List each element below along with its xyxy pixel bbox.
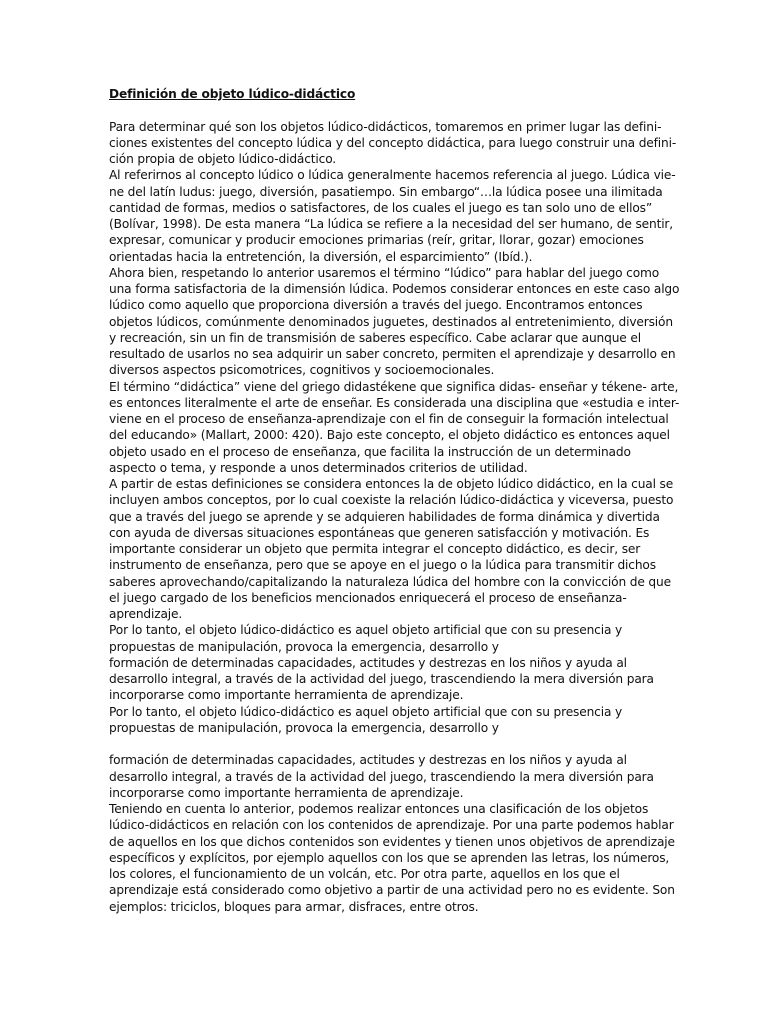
text-line: específicos y explícitos, por ejemplo aquellos con los que se aprenden las letras, los números, <box>109 850 670 865</box>
text-line: aprendizaje. <box>109 607 183 621</box>
text-line: con ayuda de diversas situaciones espontáneas que generen satisfacción y motivación. Es <box>109 525 650 540</box>
text-line: propuestas de manipulación, provoca la emergencia, desarrollo y <box>109 639 499 654</box>
text-line: orientadas hacia la entretención, la diversión, el esparcimiento” (Ibíd.). <box>109 249 533 264</box>
text-line: los colores, el funcionamiento de un volcán, etc. Por otra parte, aquellos en los que el <box>109 867 620 881</box>
text-line: instrumento de enseñanza, pero que se apoye en el juego o la lúdica para transmitir dichos <box>109 558 656 573</box>
text-line: El término “didáctica” viene del griego didastékene que significa didas- enseñar y tékene- arte, <box>109 379 679 394</box>
text-line: incorporarse como importante herramienta de aprendizaje. <box>109 688 464 703</box>
text-line: que a través del juego se aprende y se adquieren habilidades de forma dinámica y divertida <box>109 509 660 524</box>
text-line: propuestas de manipulación, provoca la emergencia, desarrollo y <box>109 720 499 735</box>
text-line: desarrollo integral, a través de la actividad del juego, trascendiendo la mera diversión para <box>109 769 654 784</box>
document-title: Definición de objeto lúdico-didáctico <box>109 87 356 101</box>
text-line: diversos aspectos psicomotrices, cognitivos y socioemocionales. <box>109 363 495 378</box>
text-line: desarrollo integral, a través de la actividad del juego, trascendiendo la mera diversión para <box>109 672 654 686</box>
text-line: saberes aprovechando/capitalizando la naturaleza lúdica del hombre con la convicción de que <box>109 574 671 589</box>
text-line: A partir de estas definiciones se considera entonces la de objeto lúdico didáctico, en la cual se <box>109 477 674 491</box>
text-line: Al referirnos al concepto lúdico o lúdica generalmente hacemos referencia al juego. Lúdica vie- <box>109 168 676 183</box>
text-line: objeto usado en el proceso de enseñanza, que facilita la instrucción de un determinado <box>109 444 631 459</box>
text-line: del educando» (Mallart, 2000: 420). Bajo este concepto, el objeto didáctico es entonces aquel <box>109 428 670 443</box>
text-line: (Bolívar, 1998). De esta manera “La lúdica se refiere a la necesidad del ser humano, de sentir, <box>109 217 674 231</box>
text-line: objetos lúdicos, comúnmente denominados juguetes, destinados al entretenimiento, diversión <box>109 314 673 329</box>
text-line: incorporarse como importante herramienta de aprendizaje. <box>109 785 464 800</box>
text-line: Ahora bien, respetando lo anterior usaremos el término “lúdico” para hablar del juego como <box>109 265 660 280</box>
text-line: Teniendo en cuenta lo anterior, podemos realizar entonces una clasificación de los objetos <box>109 802 649 816</box>
text-line: incluyen ambos conceptos, por lo cual coexiste la relación lúdico-didáctica y viceversa, puesto <box>109 493 674 508</box>
paragraph-lines <box>109 102 680 915</box>
text-line: ción propia de objeto lúdico-didáctico. <box>109 152 337 166</box>
text-line: expresar, comunicar y producir emociones primarias (reír, gritar, llorar, gozar) emociones <box>109 233 644 248</box>
text-line: ejemplos: triciclos, bloques para armar, disfraces, entre otros. <box>109 899 479 914</box>
text-line: lúdico como aquello que proporciona diversión a través del juego. Encontramos entonces <box>109 298 643 313</box>
blank-line <box>109 736 664 752</box>
text-line: formación de determinadas capacidades, actitudes y destrezas en los niños y ayuda al <box>109 655 627 670</box>
text-line: Por lo tanto, el objeto lúdico-didáctico es aquel objeto artificial que con su presencia y <box>109 704 623 719</box>
text-line: lúdico-didácticos en relación con los contenidos de aprendizaje. Por una parte podemos hablar <box>109 818 674 833</box>
text-line: ciones existentes del concepto lúdica y del concepto didáctica, para luego construir una defini- <box>109 135 677 150</box>
blank-line <box>109 102 664 118</box>
text-line: ne del latín ludus: juego, diversión, pasatiempo. Sin embargo“…la lúdica posee una ilimitada <box>109 184 663 199</box>
text-line: aspecto o tema, y responde a unos determinados criterios de utilidad. <box>109 460 528 475</box>
text-line: de aquellos en los que dichos contenidos son evidentes y tienen unos objetivos de aprendizaje <box>109 834 675 849</box>
text-line: viene en el proceso de enseñanza-aprendizaje con el fin de conseguir la formación intelectual <box>109 412 669 426</box>
text-line: formación de determinadas capacidades, actitudes y destrezas en los niños y ayuda al <box>109 753 627 768</box>
text-line: Por lo tanto, el objeto lúdico-didáctico es aquel objeto artificial que con su presencia y <box>109 623 623 638</box>
document-body <box>109 86 680 915</box>
text-line: resultado de usarlos no sea adquirir un saber concreto, permiten el aprendizaje y desarrollo en <box>109 347 676 361</box>
text-line: el juego cargado de los beneficios mencionados enriquecerá el proceso de enseñanza- <box>109 590 627 605</box>
text-line: y recreación, sin un fin de transmisión de saberes específico. Cabe aclarar que aunque el <box>109 330 641 345</box>
text-line: una forma satisfactoria de la dimensión lúdica. Podemos considerar entonces en este caso algo <box>109 282 680 296</box>
text-line: aprendizaje está considerado como objetivo a partir de una actividad pero no es evidente. Son <box>109 883 675 898</box>
text-line: importante considerar un objeto que permita integrar el concepto didáctico, es decir, ser <box>109 542 641 556</box>
text-line: Para determinar qué son los objetos lúdico-didácticos, tomaremos en primer lugar las defini- <box>109 119 662 134</box>
text-line: cantidad de formas, medios o satisfactores, de los cuales el juego es tan solo uno de ellos” <box>109 200 653 215</box>
text-line: es entonces literalmente el arte de enseñar. Es considerada una disciplina que «estudia e inter- <box>109 395 680 410</box>
